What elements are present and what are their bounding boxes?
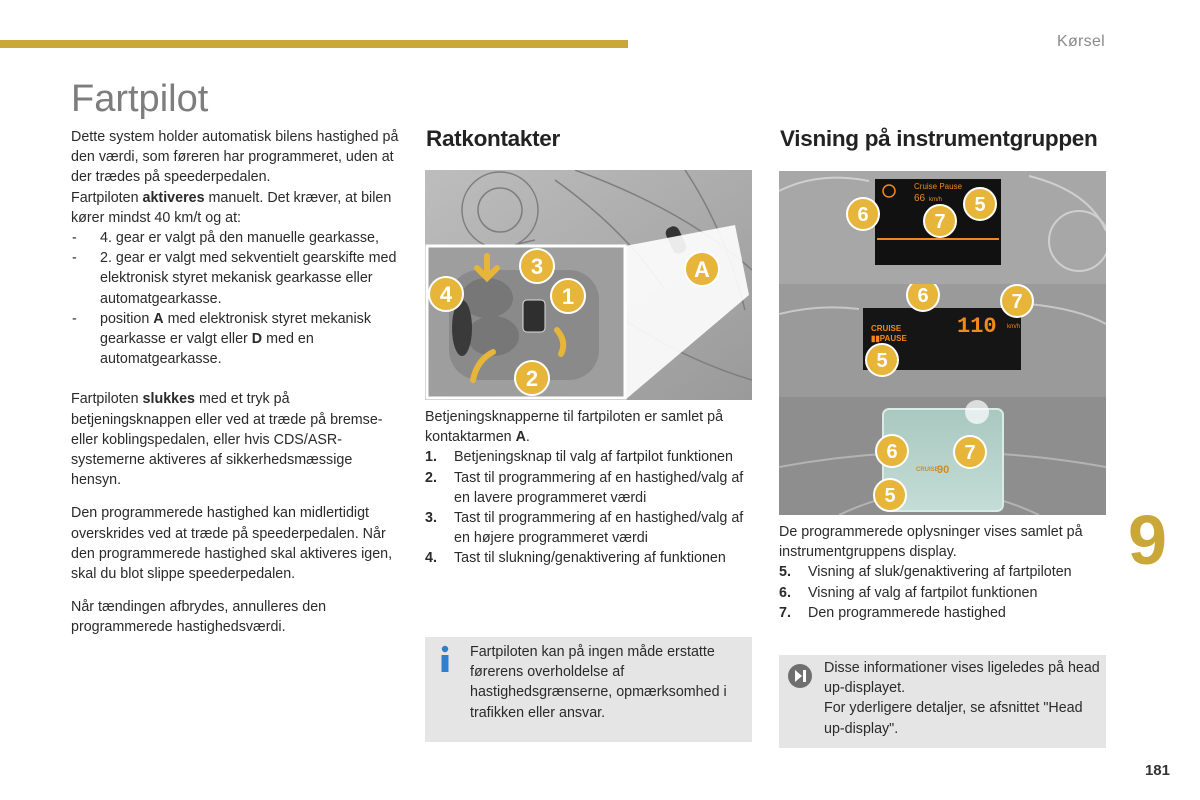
callout-6-label: 6	[886, 441, 898, 463]
callout-6	[907, 284, 939, 311]
item-number: 5.	[779, 564, 791, 581]
text: med elektronisk styret mekanisk gearkasse er valgt eller	[100, 310, 371, 348]
item-text: Visning af valg af fartpilot funktionen	[808, 584, 1038, 601]
reference-arrow-icon	[787, 663, 813, 689]
item-number: 6.	[779, 584, 791, 601]
info-note-text: Fartpiloten kan på ingen måde erstatte førerens overholdelse af hastighedsgrænserne, opmærksomhed i trafikken eller ansvar.	[470, 644, 727, 721]
list-item	[425, 548, 755, 568]
position-a: A	[153, 310, 164, 327]
head-up-display	[779, 397, 1106, 515]
callout-5	[964, 188, 996, 220]
list-item	[779, 603, 1109, 623]
deactivation-paragraph	[71, 389, 401, 490]
list-item	[425, 468, 755, 508]
position-d: D	[251, 331, 263, 348]
item-number: 3.	[425, 510, 437, 527]
ratkontakter-column	[425, 407, 755, 569]
callout-5	[874, 479, 906, 511]
display2-pause: ▮▮PAUSE	[871, 334, 907, 343]
callout-7-label: 7	[964, 442, 976, 464]
section-label: Kørsel	[1056, 33, 1105, 50]
callout-7	[924, 205, 956, 237]
callout-2	[515, 361, 549, 395]
callout-5-label: 5	[884, 485, 896, 507]
override-paragraph: Den programmerede hastighed kan midlertidigt overskrides ved at træde på speederpedalen. Når den programmerede hastighed skal aktiveres igen, skal du blot slippe speederpedalen.	[71, 505, 393, 583]
condition-item: - 4. gear er valgt på den manuelle gearkasse,	[71, 228, 401, 248]
ratkontakter-list	[425, 447, 755, 568]
visning-list	[779, 562, 1109, 623]
item-text: Den programmerede hastighed	[808, 604, 1006, 621]
hud-note-line2: For yderligere detaljer, se afsnittet "Head up-display".	[824, 700, 1083, 737]
callout-7	[1001, 285, 1033, 317]
display1-mode-label: Cruise Pause	[914, 182, 963, 191]
item-text: Tast til slukning/genaktivering af funktionen	[454, 550, 726, 567]
callout-4-label: 4	[439, 282, 453, 307]
text: med en automatgearkasse.	[100, 331, 314, 368]
callout-6-label: 6	[857, 204, 869, 226]
hud-note-text	[824, 658, 1102, 739]
stalk-a: A	[515, 429, 526, 446]
ratkontakter-heading: Ratkontakter	[426, 126, 560, 151]
callout-7	[954, 436, 986, 468]
visning-description: De programmerede oplysninger vises samlet på instrumentgruppens display.	[779, 524, 1083, 561]
intro-paragraph: Dette system holder automatisk bilens hastighed på den værdi, som føreren har programmeret, uden at der trædes på speederpedalen.	[71, 129, 399, 186]
hud-speed: 90	[937, 464, 950, 476]
callout-1	[551, 279, 585, 313]
callout-a	[685, 252, 719, 286]
item-text: Tast til programmering af en hastighed/valg af en lavere programmeret værdi	[454, 469, 744, 506]
list-item	[779, 562, 1109, 582]
callout-4	[429, 277, 463, 311]
instrument-display-1	[779, 171, 1106, 284]
info-note	[425, 637, 752, 742]
activation-keyword: aktiveres	[142, 189, 205, 206]
info-icon	[438, 645, 452, 673]
callout-5-label: 5	[876, 350, 888, 372]
callout-6-label: 6	[917, 285, 929, 307]
ratkontakter-description	[425, 407, 755, 447]
instrument-display-2	[779, 284, 1106, 397]
ignition-paragraph: Når tændingen afbrydes, annulleres den programmerede hastighedsværdi.	[71, 599, 327, 636]
visning-heading: Visning på instrumentgruppen	[780, 126, 1098, 151]
activation-conditions	[71, 228, 401, 369]
callout-5-label: 5	[974, 194, 986, 216]
text: Betjeningsknapperne til fartpiloten er samlet på kontaktarmen	[425, 409, 724, 446]
callout-1-label: 1	[561, 284, 575, 309]
page-title: Fartpilot	[71, 78, 209, 120]
callout-5	[866, 344, 898, 376]
text: .	[525, 429, 530, 446]
page-number: 181	[1144, 762, 1170, 779]
condition-item: - 2. gear er valgt med sekventielt gearskifte med elektronisk styret mekanisk gearkasse eller automatgearkasse.	[71, 248, 401, 309]
item-text: Visning af sluk/genaktivering af fartpiloten	[808, 564, 1072, 581]
steering-controls-illustration	[425, 170, 752, 400]
display1-unit: km/h	[929, 197, 943, 203]
text: Fartpiloten	[71, 189, 143, 206]
callout-3	[520, 249, 554, 283]
callout-a-label: A	[694, 257, 710, 282]
activation-paragraph	[71, 188, 401, 228]
display2-unit: km/h	[1007, 324, 1021, 330]
hud-note	[779, 655, 1106, 748]
text: manuelt. Det kræver, at bilen kører mindst 40 km/t og at:	[71, 189, 392, 226]
display1-speed: 66	[914, 193, 926, 204]
intro-column	[71, 127, 401, 638]
item-number: 2.	[425, 469, 437, 486]
callout-6	[876, 435, 908, 467]
display2-speed: 110	[957, 314, 997, 339]
visning-column	[779, 522, 1109, 623]
item-number: 7.	[779, 604, 791, 621]
callout-3-label: 3	[530, 254, 544, 279]
callout-6	[847, 198, 879, 230]
condition-item	[71, 309, 401, 370]
callout-2-label: 2	[525, 366, 539, 391]
deactivation-keyword: slukkes	[142, 391, 195, 408]
callout-7-label: 7	[934, 211, 946, 233]
chapter-number: 9	[1128, 501, 1167, 579]
item-text: Betjeningsknap til valg af fartpilot funktionen	[454, 449, 733, 466]
list-item	[425, 447, 755, 467]
text: med et tryk på betjeningsknappen eller ved at træde på bremse- eller koblingspedalen, eller hvis CDS/ASR-systemerne aktiveres af sikkerhedsmæssige hensyn.	[71, 391, 383, 489]
item-number: 1.	[425, 449, 437, 466]
item-text: Tast til programmering af en hastighed/valg af en højere programmeret værdi	[454, 510, 744, 547]
text: Fartpiloten	[71, 391, 143, 408]
display2-cruise: CRUISE	[871, 324, 902, 333]
callout-7-label: 7	[1011, 291, 1023, 313]
list-item	[425, 508, 755, 548]
hud-note-line1: Disse informationer vises ligeledes på head up-displayet.	[824, 660, 1100, 697]
item-number: 4.	[425, 550, 437, 567]
header-accent-bar	[0, 40, 628, 48]
text: position	[100, 310, 154, 327]
list-item	[779, 583, 1109, 603]
hud-cruise: CRUISE	[916, 467, 939, 473]
